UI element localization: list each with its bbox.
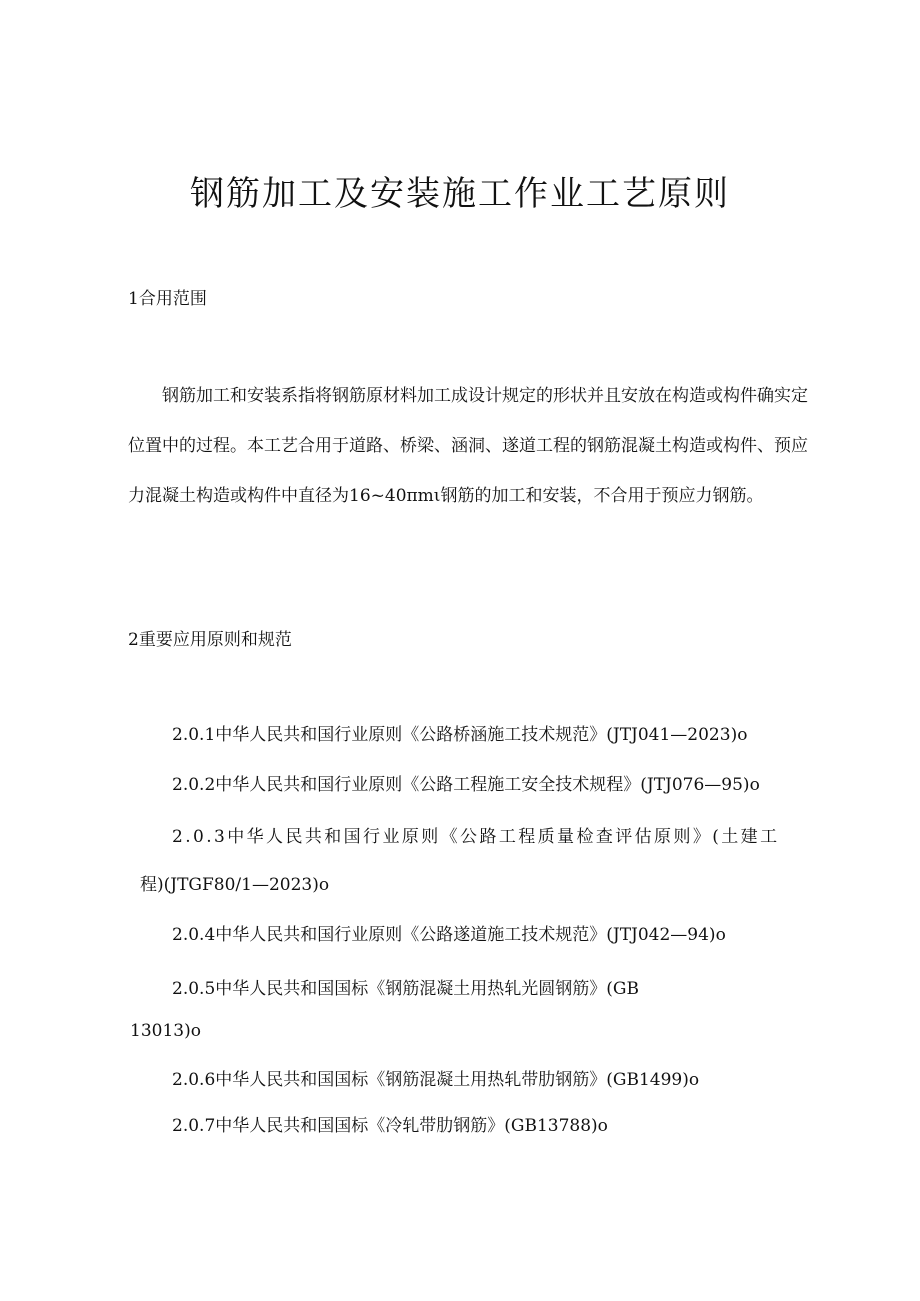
standard-item: 2.0.5中华人民共和国国标《钢筋混凝土用热轧光圆钢筋》(GB (172, 979, 639, 999)
section-heading-standards: 2重要应用原则和规范 (128, 630, 292, 650)
standard-item: 2.0.6中华人民共和国国标《钢筋混凝土用热轧带肋钢筋》(GB1499)o (172, 1070, 700, 1090)
section-heading-scope: 1合用范围 (128, 289, 207, 309)
standard-item: 2.0.2中华人民共和国行业原则《公路工程施工安全技术规程》(JTJ076—95)o (172, 775, 760, 795)
standard-item: 2.0.3中华人民共和国行业原则《公路工程质量检查评估原则》(土建工 (172, 827, 780, 847)
standard-item: 2.0.4中华人民共和国行业原则《公路遂道施工技术规范》(JTJ042—94)o (172, 925, 726, 945)
standard-item: 2.0.7中华人民共和国国标《冷轧带肋钢筋》(GB13788)o (172, 1116, 608, 1136)
standard-item-continuation: 程)(JTGF80/1—2023)o (140, 875, 330, 895)
standard-item: 2.0.1中华人民共和国行业原则《公路桥涵施工技术规范》(JTJ041—2023)o (172, 725, 748, 745)
standard-item-continuation: 13013)o (130, 1021, 201, 1041)
scope-paragraph: 钢筋加工和安装系指将钢筋原材料加工成设计规定的形状并且安放在构造或构件确实定位置中的过程。本工艺合用于道路、桥梁、涵洞、遂道工程的钢筋混凝土构造或构件、预应力混凝土构造或构件中直径为16~40πmι钢筋的加工和安装，不合用于预应力钢筋。 (128, 386, 808, 506)
document-title: 钢筋加工及安装施工作业工艺原则 (190, 174, 730, 214)
